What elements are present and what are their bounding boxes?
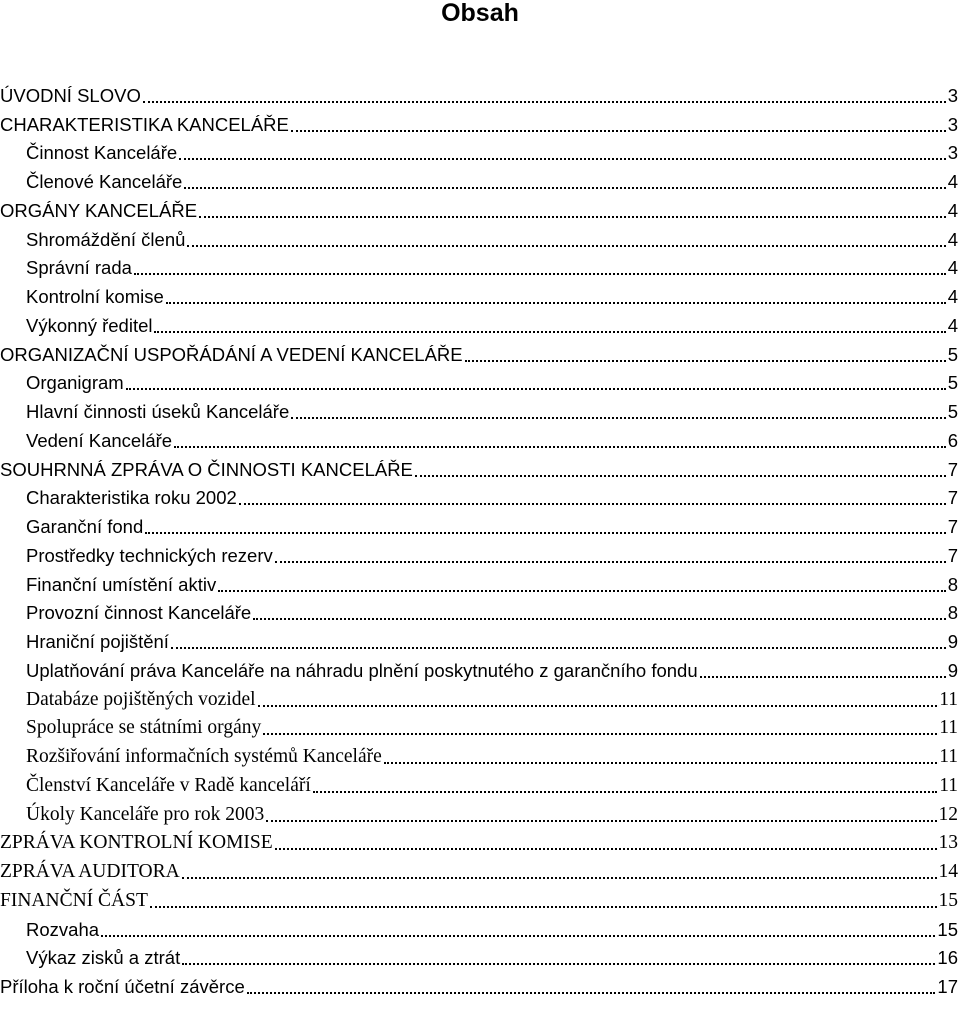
toc-entry-page-number[interactable]: 6: [947, 429, 958, 451]
toc-entry[interactable]: [0, 308, 960, 337]
dot-leader: [313, 791, 937, 793]
table-of-contents: [0, 78, 960, 998]
toc-entry[interactable]: [0, 711, 960, 740]
toc-entry[interactable]: [0, 624, 960, 653]
dot-leader: [275, 561, 946, 563]
toc-entry[interactable]: [0, 912, 960, 941]
toc-entry-page-number[interactable]: 15: [938, 889, 958, 911]
toc-entry-label[interactable]: Správní rada: [26, 257, 132, 279]
toc-entry-label[interactable]: FINANČNÍ ČÁST: [0, 889, 148, 911]
dot-leader: [143, 101, 946, 103]
dot-leader: [145, 532, 945, 534]
toc-entry[interactable]: [0, 941, 960, 970]
toc-entry-page-number[interactable]: 9: [947, 659, 958, 681]
toc-entry-page-number[interactable]: 4: [947, 228, 958, 250]
toc-entry[interactable]: [0, 596, 960, 625]
toc-entry-label[interactable]: Kontrolní komise: [26, 286, 164, 307]
toc-entry[interactable]: [0, 538, 960, 567]
toc-entry-page-number[interactable]: 4: [947, 171, 958, 192]
toc-entry-page-number[interactable]: 14: [938, 861, 958, 882]
toc-entry[interactable]: [0, 423, 960, 452]
dot-leader: [218, 590, 945, 592]
toc-entry-page-number[interactable]: 8: [947, 602, 958, 624]
toc-entry[interactable]: [0, 826, 960, 855]
toc-entry[interactable]: [0, 797, 960, 826]
toc-entry-label[interactable]: Činnost Kanceláře: [26, 142, 178, 164]
toc-entry-page-number[interactable]: 4: [947, 314, 958, 336]
dot-leader: [291, 417, 945, 419]
toc-entry-page-number[interactable]: 13: [938, 832, 958, 854]
toc-entry[interactable]: [0, 279, 960, 308]
toc-entry-page-number[interactable]: 12: [938, 803, 958, 825]
toc-entry[interactable]: [0, 337, 960, 366]
toc-entry-label[interactable]: ÚVODNÍ SLOVO: [0, 84, 141, 106]
toc-entry-page-number[interactable]: 16: [937, 947, 958, 969]
toc-entry[interactable]: [0, 78, 960, 107]
toc-entry[interactable]: [0, 394, 960, 423]
toc-entry[interactable]: [0, 567, 960, 596]
toc-entry-label[interactable]: Rozvaha: [26, 918, 100, 940]
dot-leader: [182, 963, 935, 965]
toc-entry-page-number[interactable]: 4: [947, 286, 958, 307]
toc-entry-label[interactable]: Provozní činnost Kanceláře: [26, 602, 252, 624]
toc-entry-page-number[interactable]: 11: [939, 774, 958, 796]
dot-leader: [247, 992, 936, 994]
dot-leader: [266, 820, 936, 822]
toc-entry-page-number[interactable]: 11: [939, 717, 958, 739]
toc-entry[interactable]: [0, 366, 960, 395]
toc-entry[interactable]: [0, 768, 960, 797]
toc-entry-page-number[interactable]: 7: [947, 458, 958, 480]
toc-entry-label[interactable]: Rozšiřování informačních systémů Kanceláře: [26, 746, 382, 767]
toc-entry[interactable]: [0, 452, 960, 481]
toc-entry-label[interactable]: Příloha k roční účetní závěrce: [0, 976, 245, 997]
toc-entry-label[interactable]: ORGANIZAČNÍ USPOŘÁDÁNÍ A VEDENÍ KANCELÁŘE: [0, 343, 463, 365]
toc-entry[interactable]: [0, 251, 960, 280]
toc-entry-label[interactable]: Charakteristika roku 2002: [26, 487, 237, 509]
toc-entry-page-number[interactable]: 7: [947, 516, 958, 537]
toc-entry[interactable]: [0, 136, 960, 165]
toc-entry-label[interactable]: Členství Kanceláře v Radě kanceláří: [26, 774, 311, 796]
dot-leader: [154, 331, 945, 333]
dot-leader: [258, 705, 938, 707]
toc-entry-label[interactable]: Garanční fond: [26, 516, 144, 537]
toc-entry[interactable]: [0, 969, 960, 998]
dot-leader: [275, 848, 937, 850]
toc-entry-label[interactable]: ORGÁNY KANCELÁŘE: [0, 199, 198, 221]
dot-leader: [179, 158, 946, 160]
dot-leader: [465, 360, 946, 362]
toc-entry-page-number[interactable]: 4: [947, 199, 958, 221]
toc-entry-label[interactable]: Vedení Kanceláře: [26, 429, 173, 451]
toc-entry-page-number[interactable]: 15: [937, 918, 958, 940]
toc-entry-page-number[interactable]: 7: [947, 487, 958, 509]
toc-entry[interactable]: [0, 854, 960, 883]
toc-entry-label[interactable]: CHARAKTERISTIKA KANCELÁŘE: [0, 113, 289, 135]
dot-leader: [239, 503, 946, 505]
dot-leader: [150, 906, 937, 908]
dot-leader: [253, 618, 945, 620]
toc-entry[interactable]: [0, 222, 960, 251]
toc-entry-label[interactable]: Spolupráce se státními orgány: [26, 717, 262, 739]
toc-entry-label[interactable]: Organigram: [26, 372, 124, 394]
toc-entry-label[interactable]: Prostředky technických rezerv: [26, 544, 273, 566]
toc-entry-page-number[interactable]: 7: [947, 544, 958, 566]
toc-entry-label[interactable]: Úkoly Kanceláře pro rok 2003: [26, 803, 265, 825]
toc-entry-label[interactable]: Hlavní činnosti úseků Kanceláře: [26, 401, 290, 422]
dot-leader: [134, 273, 946, 275]
toc-entry-page-number[interactable]: 5: [947, 343, 958, 365]
toc-entry-label[interactable]: ZPRÁVA KONTROLNÍ KOMISE: [0, 832, 273, 854]
dot-leader: [700, 676, 946, 678]
toc-entry[interactable]: [0, 107, 960, 136]
toc-entry-page-number[interactable]: 5: [947, 372, 958, 394]
toc-entry[interactable]: [0, 682, 960, 711]
toc-entry-page-number[interactable]: 11: [939, 746, 958, 767]
toc-entry[interactable]: [0, 509, 960, 538]
dot-leader: [187, 245, 945, 247]
dot-leader: [384, 762, 937, 764]
page-title: Obsah: [441, 0, 519, 27]
toc-entry[interactable]: [0, 481, 960, 510]
toc-entry-label[interactable]: Hraniční pojištění: [26, 631, 169, 652]
toc-entry[interactable]: [0, 164, 960, 193]
toc-entry[interactable]: [0, 883, 960, 912]
toc-entry[interactable]: [0, 653, 960, 682]
toc-entry-label[interactable]: Databáze pojištěných vozidel: [26, 688, 256, 710]
dot-leader: [101, 935, 935, 937]
dot-leader: [184, 187, 945, 189]
toc-entry-label[interactable]: SOUHRNNÁ ZPRÁVA O ČINNOSTI KANCELÁŘE: [0, 458, 413, 480]
toc-entry-page-number[interactable]: 11: [939, 688, 958, 710]
toc-entry-page-number[interactable]: 3: [947, 113, 958, 135]
dot-leader: [126, 388, 946, 390]
toc-entry-label[interactable]: Výkaz zisků a ztrát: [26, 947, 181, 969]
toc-entry-label[interactable]: Výkonný ředitel: [26, 314, 153, 336]
toc-entry-page-number[interactable]: 9: [947, 631, 958, 652]
toc-entry-page-number[interactable]: 17: [937, 976, 958, 997]
toc-entry-page-number[interactable]: 4: [947, 257, 958, 279]
toc-entry[interactable]: [0, 739, 960, 768]
toc-entry-label[interactable]: Finanční umístění aktiv: [26, 573, 217, 595]
toc-entry-page-number[interactable]: 3: [947, 142, 958, 164]
dot-leader: [199, 216, 946, 218]
toc-entry-label[interactable]: ZPRÁVA AUDITORA: [0, 861, 180, 882]
dot-leader: [291, 130, 946, 132]
dot-leader: [166, 302, 946, 304]
toc-entry[interactable]: [0, 193, 960, 222]
toc-entry-label[interactable]: Členové Kanceláře: [26, 171, 183, 192]
toc-entry-page-number[interactable]: 3: [947, 84, 958, 106]
dot-leader: [182, 877, 937, 879]
toc-entry-page-number[interactable]: 8: [947, 573, 958, 595]
dot-leader: [174, 446, 946, 448]
toc-entry-label[interactable]: Shromáždění členů: [26, 228, 186, 250]
dot-leader: [263, 733, 937, 735]
dot-leader: [171, 647, 946, 649]
toc-entry-label[interactable]: Uplatňování práva Kanceláře na náhradu plnění poskytnutého z garančního fondu: [26, 659, 698, 681]
toc-entry-page-number[interactable]: 5: [947, 401, 958, 422]
dot-leader: [415, 475, 946, 477]
